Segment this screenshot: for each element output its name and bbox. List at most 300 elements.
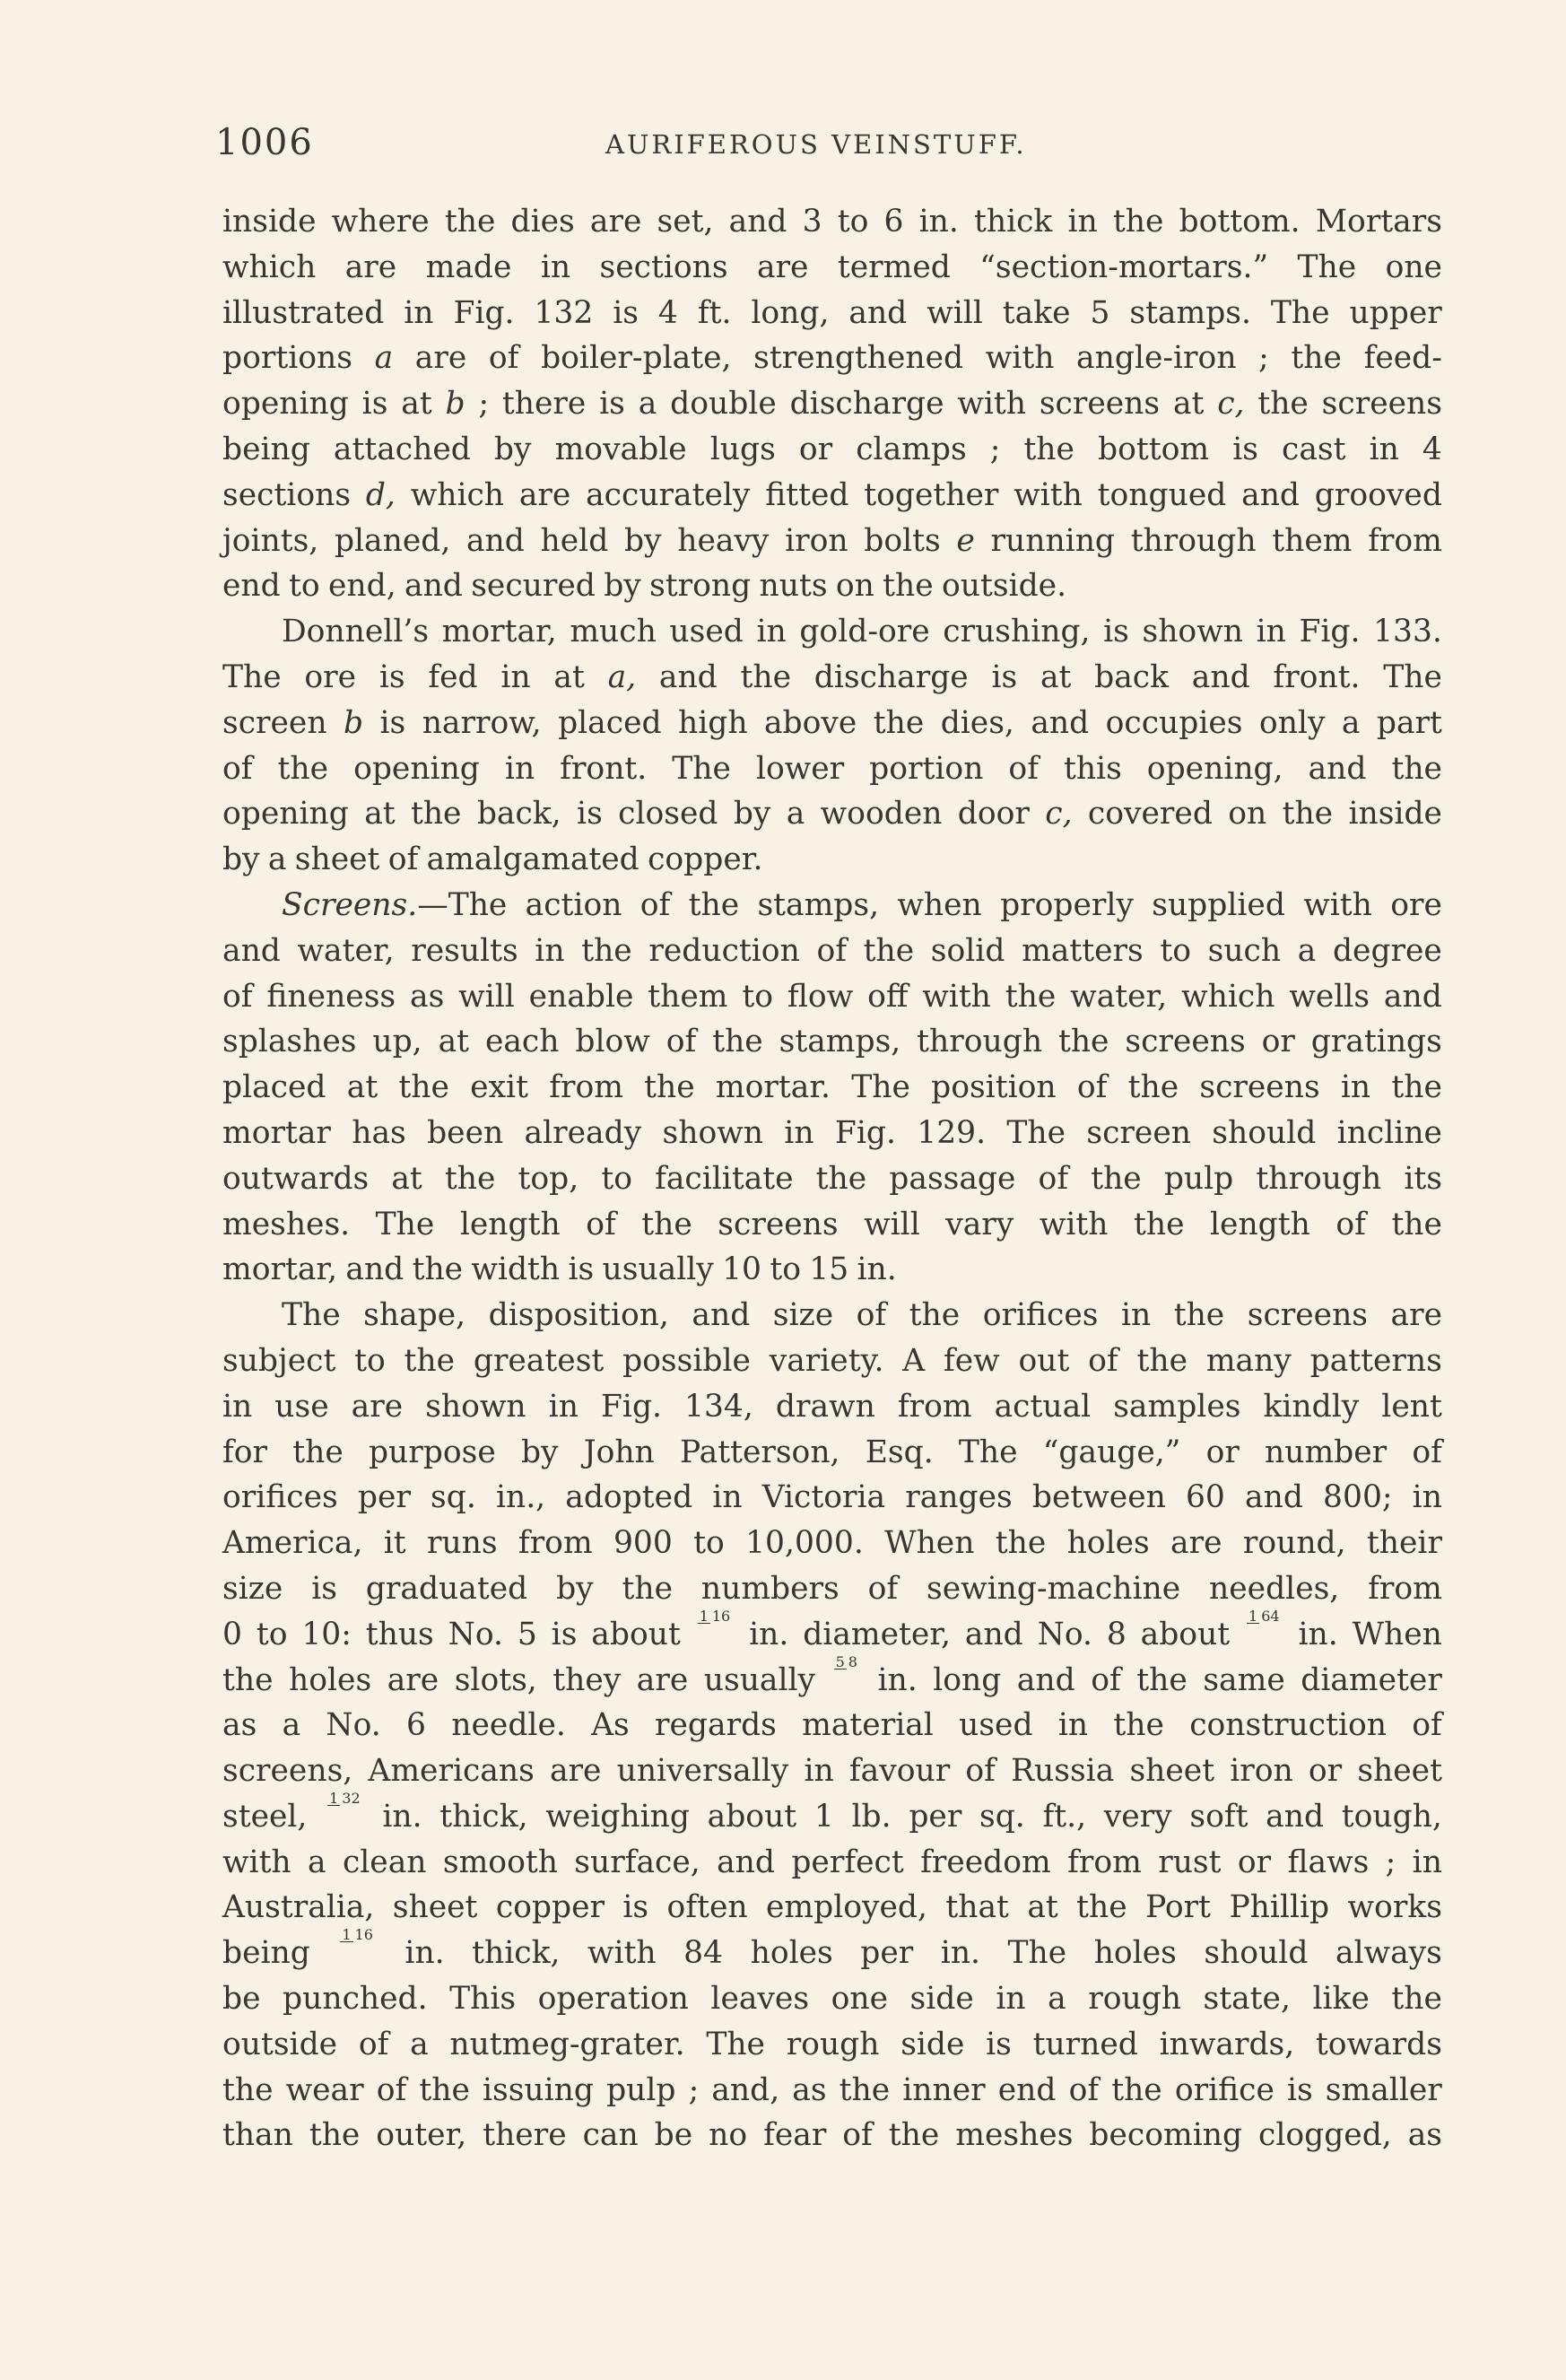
word: wells bbox=[1289, 978, 1370, 1015]
word: length bbox=[1210, 1206, 1310, 1242]
word: the bbox=[815, 1160, 867, 1197]
word: and, bbox=[711, 2071, 780, 2108]
word: the bbox=[1391, 750, 1442, 787]
word: The bbox=[222, 658, 282, 695]
word: issuing bbox=[482, 2071, 594, 2108]
word: by bbox=[520, 1434, 559, 1470]
word: of bbox=[867, 1570, 899, 1607]
word: in bbox=[1412, 1479, 1442, 1516]
word: flow bbox=[787, 978, 854, 1015]
word: from bbox=[1368, 1570, 1442, 1607]
word: rough bbox=[786, 2026, 880, 2062]
word: 3 bbox=[802, 204, 822, 240]
text-line bbox=[222, 883, 1442, 928]
word: towards bbox=[1315, 2026, 1442, 2062]
word: the bbox=[1391, 1206, 1442, 1242]
word: 4 bbox=[657, 294, 678, 331]
word: portions bbox=[222, 340, 352, 377]
word: Port bbox=[1145, 1889, 1212, 1926]
word: of bbox=[1076, 1069, 1108, 1106]
word: one bbox=[831, 1981, 888, 2018]
word: 84 bbox=[683, 1935, 724, 1972]
word: off bbox=[867, 978, 909, 1015]
word: with bbox=[1303, 886, 1372, 923]
word: the bbox=[839, 2071, 891, 2108]
word: rust bbox=[1158, 1844, 1222, 1880]
word: at bbox=[1027, 1889, 1058, 1926]
word: size bbox=[222, 1570, 283, 1607]
word: with bbox=[985, 340, 1055, 377]
word: bottom. bbox=[1179, 204, 1301, 240]
word: to bbox=[256, 1616, 288, 1652]
word: universally bbox=[616, 1753, 789, 1790]
word: in bbox=[756, 614, 787, 650]
word: degree bbox=[1332, 932, 1442, 969]
word: A bbox=[902, 1342, 926, 1379]
word: termed bbox=[837, 248, 951, 285]
word: patterns bbox=[1309, 1342, 1442, 1379]
word: copper bbox=[495, 1889, 605, 1926]
word: the bbox=[1127, 1069, 1179, 1106]
word: in. bbox=[1298, 1616, 1338, 1652]
word: long bbox=[933, 1661, 1002, 1698]
word: round, bbox=[1242, 1525, 1346, 1562]
word: mortar, bbox=[222, 1251, 338, 1288]
word: the bbox=[1133, 1206, 1185, 1242]
word: to bbox=[770, 1251, 801, 1288]
word: the bbox=[1076, 1889, 1127, 1926]
word: of bbox=[639, 886, 671, 923]
word: thick bbox=[973, 204, 1053, 240]
text-line bbox=[222, 1065, 1442, 1111]
word: cast bbox=[1282, 431, 1346, 467]
word: the bbox=[581, 932, 632, 969]
word: size bbox=[772, 1297, 834, 1334]
word: vary bbox=[945, 1206, 1014, 1242]
word: the bbox=[1391, 1069, 1442, 1106]
word: by bbox=[623, 522, 662, 559]
running-head: AURIFEROUS VEINSTUFF. bbox=[605, 129, 1027, 160]
word: The bbox=[1270, 294, 1330, 331]
word: Esq. bbox=[865, 1434, 934, 1470]
word: results bbox=[411, 932, 518, 969]
word: held bbox=[540, 522, 609, 559]
word: and bbox=[692, 1297, 751, 1334]
word: high bbox=[678, 704, 748, 741]
word: which bbox=[410, 476, 505, 513]
word: many bbox=[1205, 1342, 1292, 1379]
word: per bbox=[909, 1798, 962, 1835]
word: at bbox=[438, 1024, 470, 1060]
word: the bbox=[1112, 204, 1164, 240]
word: placed bbox=[558, 704, 662, 741]
word: ore bbox=[304, 658, 357, 695]
word: together bbox=[864, 476, 999, 513]
text-line bbox=[222, 609, 1442, 655]
word: its bbox=[1404, 1160, 1442, 1197]
word: 133. bbox=[1373, 614, 1442, 650]
word: very bbox=[1103, 1798, 1172, 1835]
word: by bbox=[222, 841, 260, 878]
word: mortar bbox=[222, 1114, 331, 1151]
page-header bbox=[215, 122, 1444, 167]
word: as bbox=[1407, 2117, 1442, 2154]
word: and bbox=[1191, 658, 1250, 695]
word: the bbox=[873, 704, 925, 741]
word: the bbox=[1257, 386, 1309, 423]
word: or bbox=[1237, 1844, 1272, 1880]
text-line bbox=[222, 2113, 1442, 2158]
word: of bbox=[488, 340, 519, 377]
word: the bbox=[309, 2117, 361, 2154]
word: No. bbox=[326, 1707, 381, 1744]
word: the bbox=[444, 204, 496, 240]
word: gratings bbox=[1310, 1024, 1442, 1060]
word: variety. bbox=[769, 1342, 884, 1379]
word: will bbox=[927, 294, 983, 331]
word: double bbox=[670, 386, 777, 423]
word: 134, bbox=[684, 1388, 753, 1425]
text-line bbox=[222, 1652, 1442, 1704]
text-line bbox=[222, 245, 1442, 291]
word: strong bbox=[649, 568, 752, 605]
word: where bbox=[331, 204, 430, 240]
word: in. bbox=[918, 204, 959, 240]
word: favour bbox=[848, 1753, 951, 1790]
word: 10: bbox=[301, 1616, 352, 1652]
word: d, bbox=[365, 476, 396, 513]
word: and bbox=[465, 522, 525, 559]
word: on bbox=[1228, 796, 1267, 833]
word: ore bbox=[1390, 886, 1442, 923]
word: same bbox=[1203, 1661, 1285, 1698]
word: 6 bbox=[883, 204, 904, 240]
word: is bbox=[1286, 2071, 1313, 2108]
word: each bbox=[484, 1024, 560, 1060]
word: greatest bbox=[473, 1342, 605, 1379]
word: in bbox=[1057, 1707, 1089, 1744]
word: Mortars bbox=[1315, 204, 1442, 240]
text-line bbox=[222, 655, 1442, 701]
word: planed, bbox=[334, 522, 451, 559]
word: a bbox=[374, 340, 394, 377]
word: thick, bbox=[439, 1798, 528, 1835]
word: upper bbox=[1349, 294, 1442, 331]
word: of bbox=[387, 841, 419, 878]
word: out bbox=[1018, 1342, 1070, 1379]
word: in bbox=[1369, 431, 1399, 467]
word: and bbox=[345, 1251, 405, 1288]
word: samples bbox=[1113, 1388, 1241, 1425]
word: gold-ore bbox=[799, 614, 930, 650]
word: through bbox=[1130, 522, 1257, 559]
word: lugs bbox=[709, 431, 776, 467]
word: screens, bbox=[222, 1753, 353, 1790]
word: are bbox=[1170, 1525, 1222, 1562]
word: to bbox=[1160, 932, 1191, 969]
word: of bbox=[1412, 1707, 1442, 1744]
word: The bbox=[1297, 248, 1357, 285]
word: The bbox=[1383, 658, 1442, 695]
word: discharge bbox=[813, 658, 969, 695]
word: per bbox=[860, 1935, 914, 1972]
word: sheet bbox=[1129, 1753, 1215, 1790]
word: properly bbox=[1000, 886, 1134, 923]
text-line bbox=[222, 473, 1442, 519]
word: is bbox=[568, 1251, 595, 1288]
word: is bbox=[551, 1616, 578, 1652]
word: the bbox=[1113, 1707, 1164, 1744]
word: 15 bbox=[809, 1251, 849, 1288]
word: clamps bbox=[856, 431, 967, 467]
word: 5 bbox=[517, 1616, 537, 1652]
word: numbers bbox=[700, 1570, 840, 1607]
text-line bbox=[222, 291, 1442, 336]
word: nutmeg-grater. bbox=[449, 2026, 685, 2062]
word: few bbox=[943, 1342, 1000, 1379]
word: the bbox=[222, 2071, 274, 2108]
word: placed bbox=[222, 1069, 326, 1106]
word: there bbox=[501, 386, 587, 423]
word: bottom bbox=[1098, 431, 1210, 467]
word: lent bbox=[1381, 1388, 1442, 1425]
word: becoming bbox=[1089, 2117, 1243, 2154]
word: are bbox=[1390, 1297, 1442, 1334]
word: actual bbox=[994, 1388, 1092, 1425]
word: the bbox=[883, 568, 934, 605]
word: end, bbox=[328, 568, 396, 605]
word: usually bbox=[602, 1251, 714, 1288]
word: When bbox=[884, 1525, 975, 1562]
word: is bbox=[1103, 614, 1129, 650]
word: As bbox=[591, 1707, 630, 1744]
word: subject bbox=[222, 1342, 336, 1379]
word: c, bbox=[1045, 796, 1073, 833]
text-line bbox=[222, 1293, 1442, 1338]
word: front. bbox=[560, 750, 648, 787]
word: end bbox=[997, 2071, 1057, 2108]
word: about bbox=[591, 1616, 681, 1652]
word: from bbox=[518, 1525, 593, 1562]
word: much bbox=[570, 614, 657, 650]
word: shown bbox=[662, 1114, 763, 1151]
word: regards bbox=[655, 1707, 777, 1744]
word: made bbox=[425, 248, 512, 285]
word: water, bbox=[1070, 978, 1168, 1015]
word: 8 bbox=[1106, 1616, 1127, 1652]
word: and bbox=[1266, 1798, 1325, 1835]
word: covered bbox=[1087, 796, 1213, 833]
word: and bbox=[1031, 704, 1090, 741]
word: their bbox=[1366, 1525, 1442, 1562]
word: kindly bbox=[1263, 1388, 1360, 1425]
word: are bbox=[344, 248, 397, 285]
word: “gauge,” bbox=[1042, 1434, 1181, 1470]
word: shown bbox=[425, 1388, 526, 1425]
word: runs bbox=[426, 1525, 498, 1562]
word: and bbox=[1383, 978, 1442, 1015]
word: lower bbox=[755, 750, 845, 787]
word: and bbox=[1245, 1479, 1303, 1516]
text-line bbox=[222, 1607, 1442, 1658]
word: graduated bbox=[365, 1570, 528, 1607]
word: is bbox=[361, 386, 388, 423]
word: in bbox=[1120, 1297, 1152, 1334]
word: the bbox=[1291, 340, 1342, 377]
word: sheet bbox=[1357, 1753, 1442, 1790]
word: set, bbox=[657, 204, 714, 240]
word: the bbox=[740, 658, 792, 695]
text-line bbox=[222, 928, 1442, 974]
word: steel, bbox=[222, 1798, 308, 1835]
word: c, bbox=[1217, 386, 1245, 423]
word: ft. bbox=[697, 294, 732, 331]
word: holes bbox=[1066, 1525, 1150, 1562]
word: rough bbox=[1088, 1981, 1182, 2018]
word: is bbox=[379, 704, 406, 741]
word: wooden bbox=[820, 796, 943, 833]
word: it bbox=[383, 1525, 406, 1562]
word: door bbox=[957, 796, 1030, 833]
word: perfect bbox=[791, 1844, 904, 1880]
word: the bbox=[995, 1525, 1047, 1562]
text-line bbox=[222, 2068, 1442, 2114]
word: shown bbox=[1142, 614, 1243, 650]
text-line bbox=[222, 336, 1442, 381]
word: them bbox=[1272, 522, 1353, 559]
word: and bbox=[222, 932, 281, 969]
word: and bbox=[1308, 750, 1367, 787]
word: No. bbox=[1037, 1616, 1092, 1652]
word: adopted bbox=[565, 1479, 693, 1516]
word: Screens.—The bbox=[282, 886, 508, 923]
word: as bbox=[222, 1707, 257, 1744]
word: of bbox=[222, 750, 253, 787]
word: be bbox=[222, 1981, 261, 2018]
word: ; bbox=[989, 431, 1001, 467]
word: in. bbox=[940, 1935, 981, 1972]
word: freedom bbox=[920, 1844, 1051, 1880]
word: and bbox=[717, 1844, 775, 1880]
word: possible bbox=[622, 1342, 751, 1379]
text-line bbox=[222, 1521, 1442, 1566]
word: iron bbox=[1230, 1753, 1293, 1790]
word: in bbox=[1256, 614, 1286, 650]
word: are bbox=[351, 1388, 404, 1425]
text-line bbox=[222, 1703, 1442, 1748]
word: is bbox=[311, 1570, 337, 1607]
word: in. bbox=[749, 1616, 789, 1652]
word: in., bbox=[495, 1479, 546, 1516]
word: inside bbox=[222, 204, 317, 240]
word: the bbox=[419, 2071, 470, 2108]
word: 800; bbox=[1323, 1479, 1393, 1516]
word: to bbox=[742, 978, 774, 1015]
word: and bbox=[405, 568, 463, 605]
fraction: 1 16 bbox=[342, 1926, 373, 1944]
word: outside bbox=[222, 2026, 338, 2062]
word: of bbox=[1068, 2071, 1100, 2108]
word: length bbox=[459, 1206, 561, 1242]
word: The bbox=[1007, 1935, 1067, 1972]
word: the bbox=[622, 1570, 674, 1607]
word: a bbox=[1341, 704, 1361, 741]
word: by bbox=[493, 431, 532, 467]
word: of bbox=[1038, 1160, 1069, 1197]
word: inside bbox=[1348, 796, 1442, 833]
word: the bbox=[444, 1160, 496, 1197]
word: in bbox=[804, 1753, 834, 1790]
word: pulp bbox=[606, 2071, 676, 2108]
word: 10,000. bbox=[745, 1525, 864, 1562]
word: splashes bbox=[222, 1024, 357, 1060]
word: 10 bbox=[722, 1251, 762, 1288]
word: screens bbox=[1247, 1297, 1369, 1334]
word: position bbox=[931, 1069, 1057, 1106]
word: 1 bbox=[813, 1798, 834, 1835]
word: as bbox=[792, 2071, 827, 2108]
word: is bbox=[613, 294, 639, 331]
word: and bbox=[1241, 476, 1300, 513]
text-line bbox=[222, 1338, 1442, 1384]
word: 5 bbox=[1090, 294, 1110, 331]
fraction: 1 64 bbox=[1248, 1607, 1280, 1625]
text-line bbox=[222, 791, 1442, 837]
word: opening bbox=[353, 750, 480, 787]
word: sections bbox=[222, 476, 352, 513]
word: orifices bbox=[982, 1297, 1099, 1334]
word: Fig. bbox=[453, 294, 515, 331]
word: the bbox=[277, 750, 329, 787]
word: Phillip bbox=[1229, 1889, 1330, 1926]
word: Fig. bbox=[600, 1388, 662, 1425]
word: in bbox=[504, 750, 535, 787]
word: at bbox=[1040, 658, 1072, 695]
word: take bbox=[1002, 294, 1071, 331]
word: purpose bbox=[368, 1434, 496, 1470]
text-line bbox=[222, 1789, 1442, 1840]
word: be bbox=[654, 2117, 693, 2154]
word: in bbox=[548, 1388, 579, 1425]
word: material bbox=[802, 1707, 934, 1744]
word: This bbox=[449, 1981, 517, 2018]
word: should bbox=[1212, 1114, 1317, 1151]
word: is bbox=[622, 1889, 649, 1926]
fraction: 1 16 bbox=[699, 1607, 731, 1625]
text-line bbox=[222, 1202, 1442, 1248]
word: the bbox=[1057, 1024, 1109, 1060]
word: a bbox=[308, 1844, 326, 1880]
word: in bbox=[712, 1479, 743, 1516]
word: punched. bbox=[283, 1981, 428, 2018]
text-line bbox=[222, 1430, 1442, 1476]
word: always bbox=[1335, 1935, 1442, 1972]
word: screens bbox=[1321, 386, 1442, 423]
word: ; bbox=[1258, 340, 1269, 377]
word: at bbox=[553, 658, 585, 695]
word: exit bbox=[470, 1069, 528, 1106]
word: like bbox=[1312, 1981, 1370, 2018]
word: to bbox=[693, 1525, 725, 1562]
word: opening, bbox=[1146, 750, 1283, 787]
word: above bbox=[763, 704, 857, 741]
word: per bbox=[357, 1479, 411, 1516]
text-line bbox=[222, 974, 1442, 1020]
word: of bbox=[666, 1024, 697, 1060]
word: in. bbox=[857, 1251, 897, 1288]
word: a bbox=[1297, 932, 1317, 969]
word: being bbox=[222, 431, 310, 467]
